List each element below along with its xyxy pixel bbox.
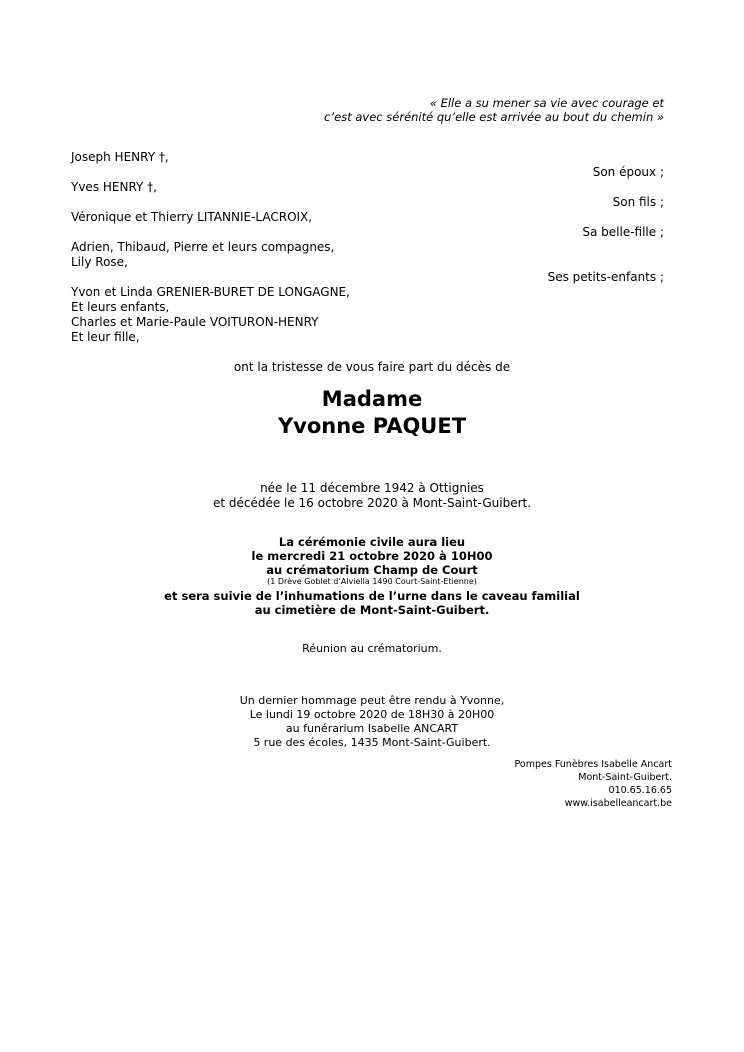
deceased-title: Madame — [321, 387, 423, 411]
daughter-in-law-name: Véronique et Thierry LITANNIE-LACROIX, — [71, 210, 313, 224]
others-line-3: Charles et Marie-Paule VOITURON-HENRY — [71, 315, 319, 329]
son-name: Yves HENRY †, — [71, 180, 157, 194]
visitation-line-4: 5 rue des écoles, 1435 Mont-Saint-Guibert. — [253, 736, 491, 749]
daughter-in-law-relation: Sa belle-fille ; — [582, 225, 664, 239]
funeral-home-city: Mont-Saint-Guibert. — [578, 772, 672, 783]
visitation-line-1: Un dernier hommage peut être rendu à Yvonne, — [239, 694, 505, 707]
others-line-2: Et leurs enfants, — [71, 300, 170, 314]
grandchildren-line-2: Lily Rose, — [71, 255, 128, 269]
birth-line: née le 11 décembre 1942 à Ottignies — [260, 481, 484, 495]
funeral-home-block — [515, 758, 672, 810]
grandchildren-line-1: Adrien, Thibaud, Pierre et leurs compagnes, — [71, 240, 335, 254]
husband-name: Joseph HENRY †, — [71, 150, 169, 164]
others-line-1: Yvon et Linda GRENIER-BURET DE LONGAGNE, — [71, 285, 350, 299]
announcement: ont la tristesse de vous faire part du décès de — [233, 360, 511, 374]
grandchildren-relation: Ses petits-enfants ; — [547, 270, 664, 284]
deceased-name: Yvonne PAQUET — [277, 414, 467, 438]
others-line-4: Et leur fille, — [71, 330, 140, 344]
ceremony-line-1: La cérémonie civile aura lieu — [278, 535, 466, 549]
funeral-home-website[interactable]: www.isabelleancart.be — [564, 798, 672, 809]
epigraph-line-1: « Elle a su mener sa vie avec courage et — [429, 96, 664, 110]
visitation-line-2: Le lundi 19 octobre 2020 de 18H30 à 20H00 — [249, 708, 495, 721]
ceremony-line-4: et sera suivie de l’inhumations de l’urne dans le caveau familial — [164, 589, 580, 603]
visitation-line-3: au funérarium Isabelle ANCART — [285, 722, 459, 735]
funeral-home-phone: 010.65.16.65 — [608, 785, 672, 796]
ceremony-line-3: au crématorium Champ de Court — [266, 563, 478, 577]
husband-relation: Son époux ; — [592, 165, 664, 179]
ceremony-line-2: le mercredi 21 octobre 2020 à 10H00 — [251, 549, 493, 563]
ceremony-address: (1 Drève Goblet d’Alviella 1490 Court-Saint-Etienne) — [267, 577, 477, 586]
son-relation: Son fils ; — [612, 195, 664, 209]
epigraph-line-2: c’est avec sérénité qu’elle est arrivée au bout du chemin » — [324, 110, 664, 124]
ceremony-line-5: au cimetière de Mont-Saint-Guibert. — [254, 603, 490, 617]
reunion-note: Réunion au crématorium. — [302, 642, 442, 655]
death-line: et décédée le 16 octobre 2020 à Mont-Saint-Guibert. — [212, 496, 532, 510]
funeral-home-name: Pompes Funèbres Isabelle Ancart — [514, 759, 672, 770]
